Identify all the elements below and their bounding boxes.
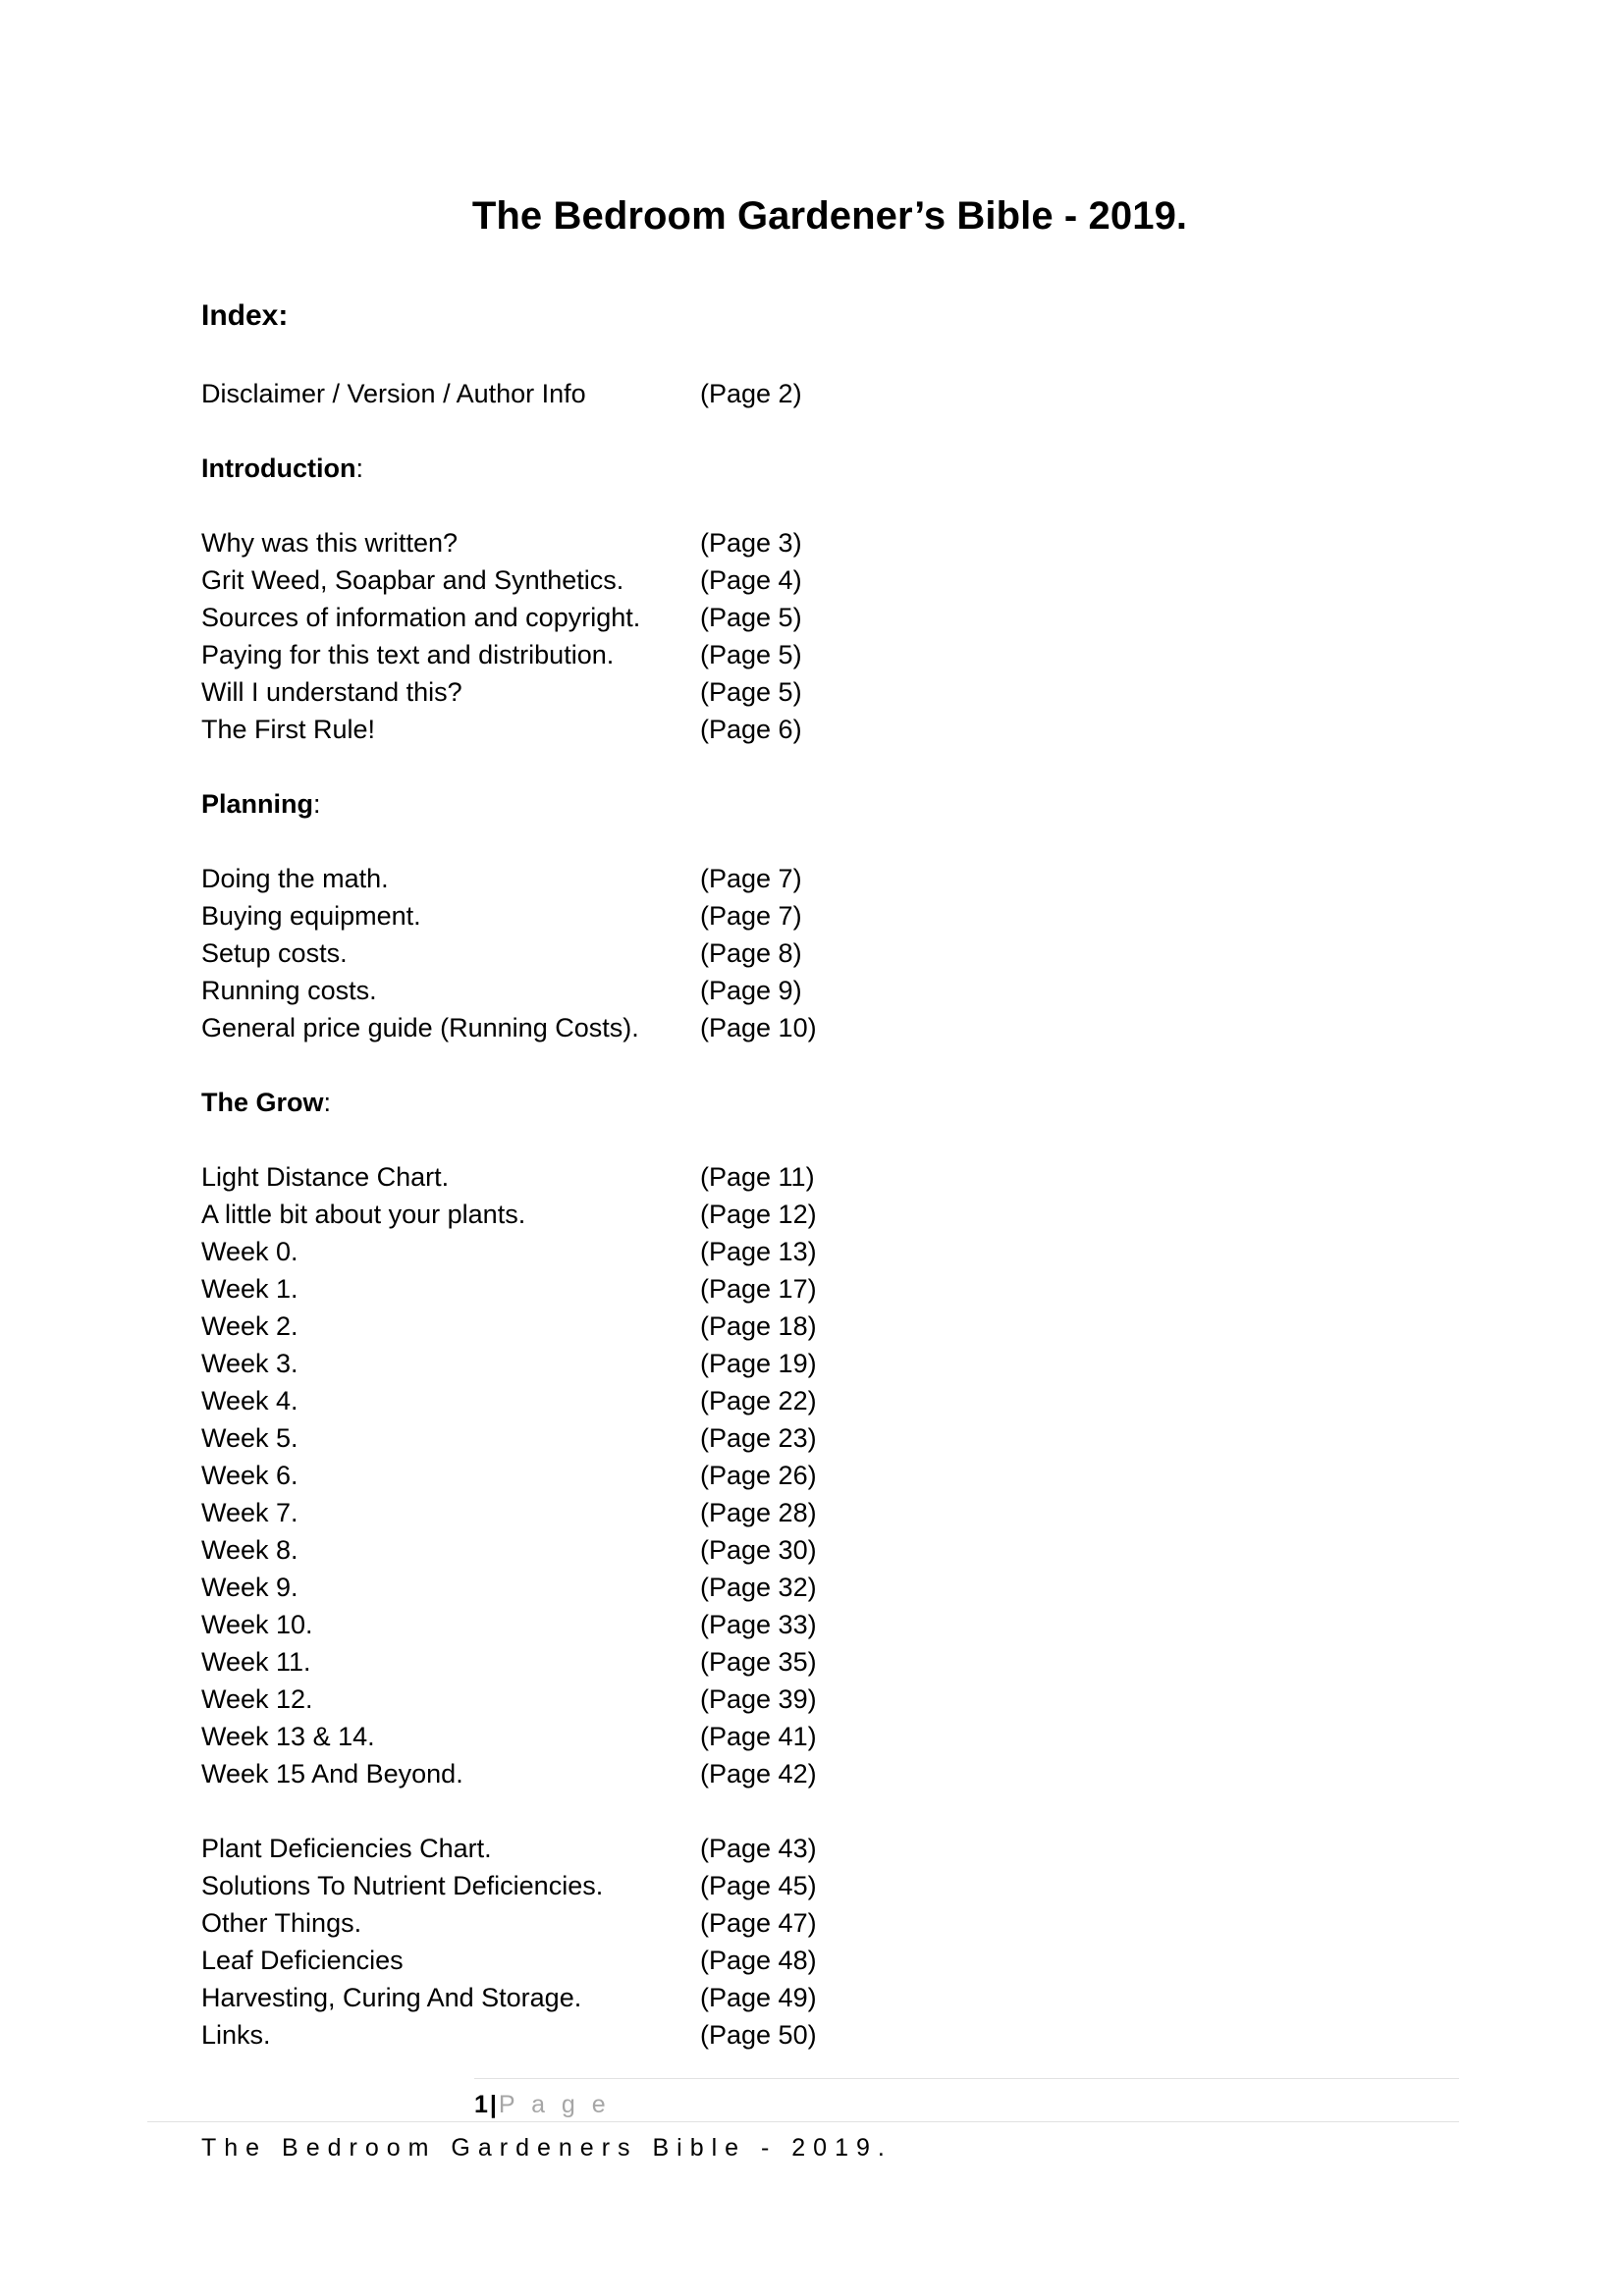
index-entry <box>201 2016 1468 2054</box>
index-entry-page: (Page 5) <box>700 640 802 669</box>
section-heading-label: The Grow <box>201 1088 324 1117</box>
index-entry-page: (Page 22) <box>700 1386 817 1415</box>
index-entry-page: (Page 9) <box>700 976 802 1005</box>
index-entry-title: Week 11. <box>201 1647 311 1677</box>
blank-line <box>201 748 1468 785</box>
index-entry <box>201 1196 1468 1233</box>
section-heading-planning <box>201 785 1468 823</box>
blank-line <box>201 1046 1468 1084</box>
index-entry-page: (Page 45) <box>700 1871 817 1900</box>
index-entry-page: (Page 43) <box>700 1834 817 1863</box>
index-entry <box>201 1979 1468 2016</box>
index-entry-page: (Page 42) <box>700 1759 817 1789</box>
section-heading-colon: : <box>323 1088 332 1117</box>
index-entry <box>201 1569 1468 1606</box>
index-entry-title: Light Distance Chart. <box>201 1162 450 1192</box>
index-entry <box>201 1158 1468 1196</box>
index-entry <box>201 599 1468 636</box>
section-heading-introduction <box>201 450 1468 487</box>
index-entry-title: A little bit about your plants. <box>201 1200 526 1229</box>
index-entry-title: Week 2. <box>201 1311 298 1341</box>
index-entry-title: Week 12. <box>201 1684 313 1714</box>
index-entry-page: (Page 4) <box>700 565 802 595</box>
index-entry-title: Harvesting, Curing And Storage. <box>201 1983 582 2012</box>
index-entry-page: (Page 12) <box>700 1200 817 1229</box>
index-entry-page: (Page 5) <box>700 603 802 632</box>
index-entry-title: Week 7. <box>201 1498 298 1527</box>
footer-page-number: 1 <box>474 2091 488 2118</box>
index-entry-page: (Page 49) <box>700 1983 817 2012</box>
index-entry-title: Links. <box>201 2020 271 2050</box>
index-entry-page: (Page 41) <box>700 1722 817 1751</box>
index-entry-page: (Page 8) <box>700 938 802 968</box>
section-heading-colon: : <box>313 789 321 819</box>
index-entry-page: (Page 19) <box>700 1349 817 1378</box>
index-entry <box>201 1345 1468 1382</box>
index-entry-page: (Page 5) <box>700 677 802 707</box>
index-entry-page: (Page 17) <box>700 1274 817 1304</box>
index-entry-page: (Page 11) <box>700 1162 815 1192</box>
index-entry-title: Solutions To Nutrient Deficiencies. <box>201 1871 604 1900</box>
section-heading-label: Planning <box>201 789 313 819</box>
index-entry-title: Week 0. <box>201 1237 298 1266</box>
index-entry-title: Week 3. <box>201 1349 298 1378</box>
index-entry <box>201 1494 1468 1531</box>
index-entry <box>201 375 1468 412</box>
index-entry-page: (Page 47) <box>700 1908 817 1938</box>
index-entry <box>201 934 1468 972</box>
index-entry <box>201 1419 1468 1457</box>
index-entry-page: (Page 3) <box>700 528 802 558</box>
index-entry <box>201 673 1468 711</box>
section-heading-colon: : <box>355 454 363 483</box>
index-entry-page: (Page 35) <box>700 1647 817 1677</box>
index-entry-page: (Page 39) <box>700 1684 817 1714</box>
index-entry-title: Paying for this text and distribution. <box>201 640 615 669</box>
index-entry <box>201 1308 1468 1345</box>
index-entry-page: (Page 23) <box>700 1423 817 1453</box>
index-entry-page: (Page 7) <box>700 901 802 931</box>
index-entry-page: (Page 26) <box>700 1461 817 1490</box>
index-entry <box>201 1867 1468 1904</box>
index-entry <box>201 1755 1468 1792</box>
index-entry <box>201 1270 1468 1308</box>
index-entry <box>201 897 1468 934</box>
page-title: The Bedroom Gardener’s Bible - 2019. <box>471 194 1188 238</box>
index-entry-title: Other Things. <box>201 1908 362 1938</box>
index-entry <box>201 1681 1468 1718</box>
index-entry <box>201 636 1468 673</box>
index-entry <box>201 1830 1468 1867</box>
index-entry-title: Doing the math. <box>201 864 389 893</box>
index-entry-page: (Page 48) <box>700 1946 817 1975</box>
index-entry-page: (Page 7) <box>700 864 802 893</box>
index-entry-title: Buying equipment. <box>201 901 421 931</box>
index-entry-title: Week 4. <box>201 1386 298 1415</box>
index-entry-title: Running costs. <box>201 976 377 1005</box>
footer-divider-top <box>474 2078 1459 2079</box>
index-entry-title: Disclaimer / Version / Author Info <box>201 379 586 408</box>
index-entry-page: (Page 13) <box>700 1237 817 1266</box>
index-list <box>201 375 1468 2054</box>
index-entry-title: The First Rule! <box>201 715 376 744</box>
index-entry-page: (Page 30) <box>700 1535 817 1565</box>
index-entry <box>201 1009 1468 1046</box>
index-entry <box>201 1643 1468 1681</box>
index-entry <box>201 561 1468 599</box>
index-entry-title: Week 5. <box>201 1423 298 1453</box>
index-entry <box>201 711 1468 748</box>
index-entry-title: Week 8. <box>201 1535 298 1565</box>
index-entry-title: Leaf Deficiencies <box>201 1946 404 1975</box>
index-entry <box>201 1942 1468 1979</box>
index-entry-page: (Page 10) <box>700 1013 817 1042</box>
index-entry-title: Week 13 & 14. <box>201 1722 375 1751</box>
index-entry <box>201 1606 1468 1643</box>
blank-line <box>201 1121 1468 1158</box>
index-entry-title: Sources of information and copyright. <box>201 603 641 632</box>
index-entry-title: Will I understand this? <box>201 677 462 707</box>
blank-line <box>201 1792 1468 1830</box>
index-entry-page: (Page 2) <box>700 379 802 408</box>
index-entry <box>201 1382 1468 1419</box>
blank-line <box>201 487 1468 524</box>
index-entry-title: Week 15 And Beyond. <box>201 1759 463 1789</box>
footer-page-indicator <box>474 2086 1459 2123</box>
index-entry-title: Week 9. <box>201 1573 298 1602</box>
index-entry <box>201 972 1468 1009</box>
blank-line <box>201 823 1468 860</box>
section-heading-the-grow <box>201 1084 1468 1121</box>
footer-page-label: P a g e <box>498 2091 611 2118</box>
index-entry <box>201 1457 1468 1494</box>
index-entry-page: (Page 32) <box>700 1573 817 1602</box>
index-entry-page: (Page 28) <box>700 1498 817 1527</box>
index-entry <box>201 860 1468 897</box>
index-entry <box>201 1904 1468 1942</box>
index-entry-title: Plant Deficiencies Chart. <box>201 1834 492 1863</box>
index-entry-title: General price guide (Running Costs). <box>201 1013 639 1042</box>
index-entry-title: Why was this written? <box>201 528 459 558</box>
index-entry-title: Grit Weed, Soapbar and Synthetics. <box>201 565 624 595</box>
index-entry-page: (Page 50) <box>700 2020 817 2050</box>
index-entry-page: (Page 33) <box>700 1610 817 1639</box>
section-heading-label: Introduction <box>201 454 356 483</box>
index-entry <box>201 1233 1468 1270</box>
footer-separator: | <box>489 2091 497 2118</box>
blank-line <box>201 412 1468 450</box>
index-entry <box>201 524 1468 561</box>
index-entry-title: Week 10. <box>201 1610 313 1639</box>
index-entry-title: Week 6. <box>201 1461 298 1490</box>
index-entry <box>201 1718 1468 1755</box>
footer-divider-bottom <box>147 2121 1459 2122</box>
index-entry-title: Week 1. <box>201 1274 298 1304</box>
index-entry-title: Setup costs. <box>201 938 348 968</box>
footer-caption: The Bedroom Gardeners Bible - 2019. <box>201 2134 893 2162</box>
index-entry-page: (Page 6) <box>700 715 802 744</box>
index-heading: Index: <box>201 299 289 332</box>
index-entry-page: (Page 18) <box>700 1311 817 1341</box>
index-entry <box>201 1531 1468 1569</box>
